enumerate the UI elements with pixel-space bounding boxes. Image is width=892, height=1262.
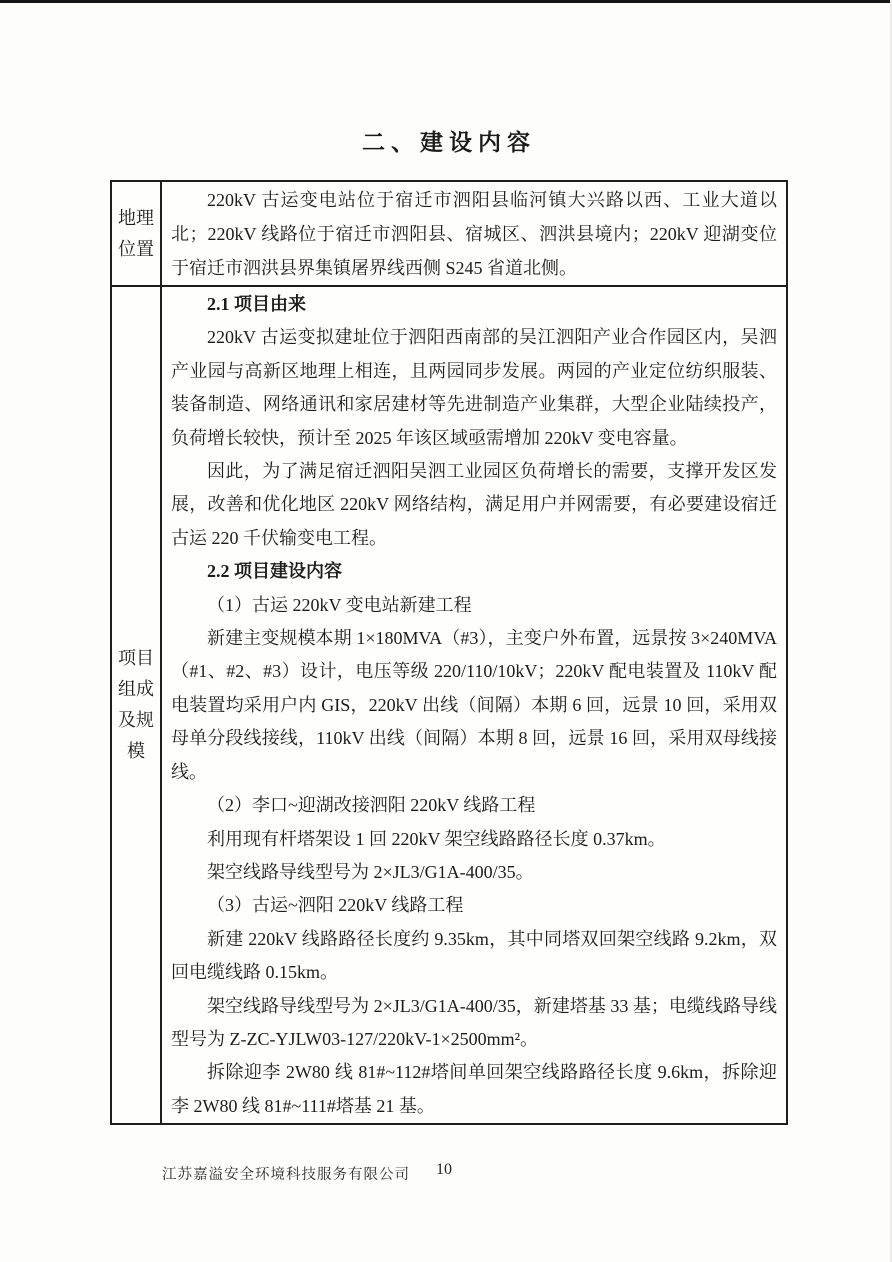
page-title: 二、建设内容 bbox=[362, 130, 536, 155]
row-label-scope bbox=[112, 287, 162, 1123]
heading-construction-content: 2.2 项目建设内容 bbox=[207, 561, 342, 582]
paragraph-substation-detail: 新建主变规模本期 1×180MVA（#3），主变户外布置，远景按 3×240MVA（#1、#2、#3）设计，电压等级 220/110/10kV；220kV 配电装置及 110kV 配电装置均采用户内 GIS，220kV 出线（间隔）本期 6 回，远景 10 回，采用双母单分段线接线，110kV 出线（间隔）本期 8 回，远景 16 回，采用双母线接线。 bbox=[171, 628, 777, 782]
paragraph-line3-detail-3: 拆除迎李 2W80 线 81#~112#塔间单回架空线路路径长度 9.6km，拆除迎李 2W80 线 81#~111#塔基 21 基。 bbox=[171, 1062, 777, 1116]
item-2-line-title: （2）李口~迎湖改接泗阳 220kV 线路工程 bbox=[207, 795, 536, 816]
paragraph-location: 220kV 古运变电站位于宿迁市泗阳县临河镇大兴路以西、工业大道以北；220kV 线路位于宿迁市泗阳县、宿城区、泗洪县境内；220kV 迎湖变位于宿迁市泗洪县界集镇屠界线西侧 S245 省道北侧。 bbox=[171, 190, 777, 278]
row-label-location-text: 地理位置 bbox=[118, 207, 154, 259]
table-row-location bbox=[112, 182, 786, 287]
heading-project-origin: 2.1 项目由来 bbox=[207, 294, 306, 314]
paragraph-origin-2: 因此，为了满足宿迁泗阳吴泗工业园区负荷增长的需要，支撑开发区发展，改善和优化地区 220kV 网络结构，满足用户并网需要，有必要建设宿迁古运 220 千伏输变电工程。 bbox=[171, 461, 777, 548]
footer-company-name: 江苏嘉溢安全环境科技服务有限公司 bbox=[162, 1167, 410, 1183]
item-1-substation-title: （1）古运 220kV 变电站新建工程 bbox=[207, 594, 472, 615]
paragraph-origin-1: 220kV 古运变拟建址位于泗阳西南部的吴江泗阳产业合作园区内，吴泗产业园与高新区地理上相连，且两园同步发展。两园的产业定位纺织服装、装备制造、网络通讯和家居建材等先进制造产业集群，大型企业陆续投产，负荷增长较快，预计至 2025 年该区域亟需增加 220kV 变电容量。 bbox=[171, 327, 777, 448]
paragraph-line3-detail-2: 架空线路导线型号为 2×JL3/G1A-400/35，新建塔基 33 基；电缆线路导线型号为 Z-ZC-YJLW03-127/220kV-1×2500mm²。 bbox=[171, 995, 777, 1049]
row-content-scope bbox=[162, 287, 786, 1123]
row-label-location bbox=[112, 182, 162, 285]
paragraph-line3-detail-1: 新建 220kV 线路路径长度约 9.35km，其中同塔双回架空线路 9.2km，双回电缆线路 0.15km。 bbox=[171, 928, 777, 983]
scan-edge-top bbox=[0, 0, 892, 3]
table-row-scope bbox=[112, 287, 786, 1123]
footer-page-number: 10 bbox=[436, 1161, 452, 1178]
row-label-scope-text: 项目组成及规模 bbox=[118, 648, 154, 762]
paragraph-line2-detail-2: 架空线路导线型号为 2×JL3/G1A-400/35。 bbox=[207, 861, 534, 882]
item-3-line-title: （3）古运~泗阳 220kV 线路工程 bbox=[207, 895, 464, 916]
info-table bbox=[110, 180, 788, 1125]
row-content-location bbox=[162, 182, 786, 285]
paragraph-line2-detail-1: 利用现有杆塔架设 1 回 220kV 架空线路路径长度 0.37km。 bbox=[207, 828, 666, 849]
